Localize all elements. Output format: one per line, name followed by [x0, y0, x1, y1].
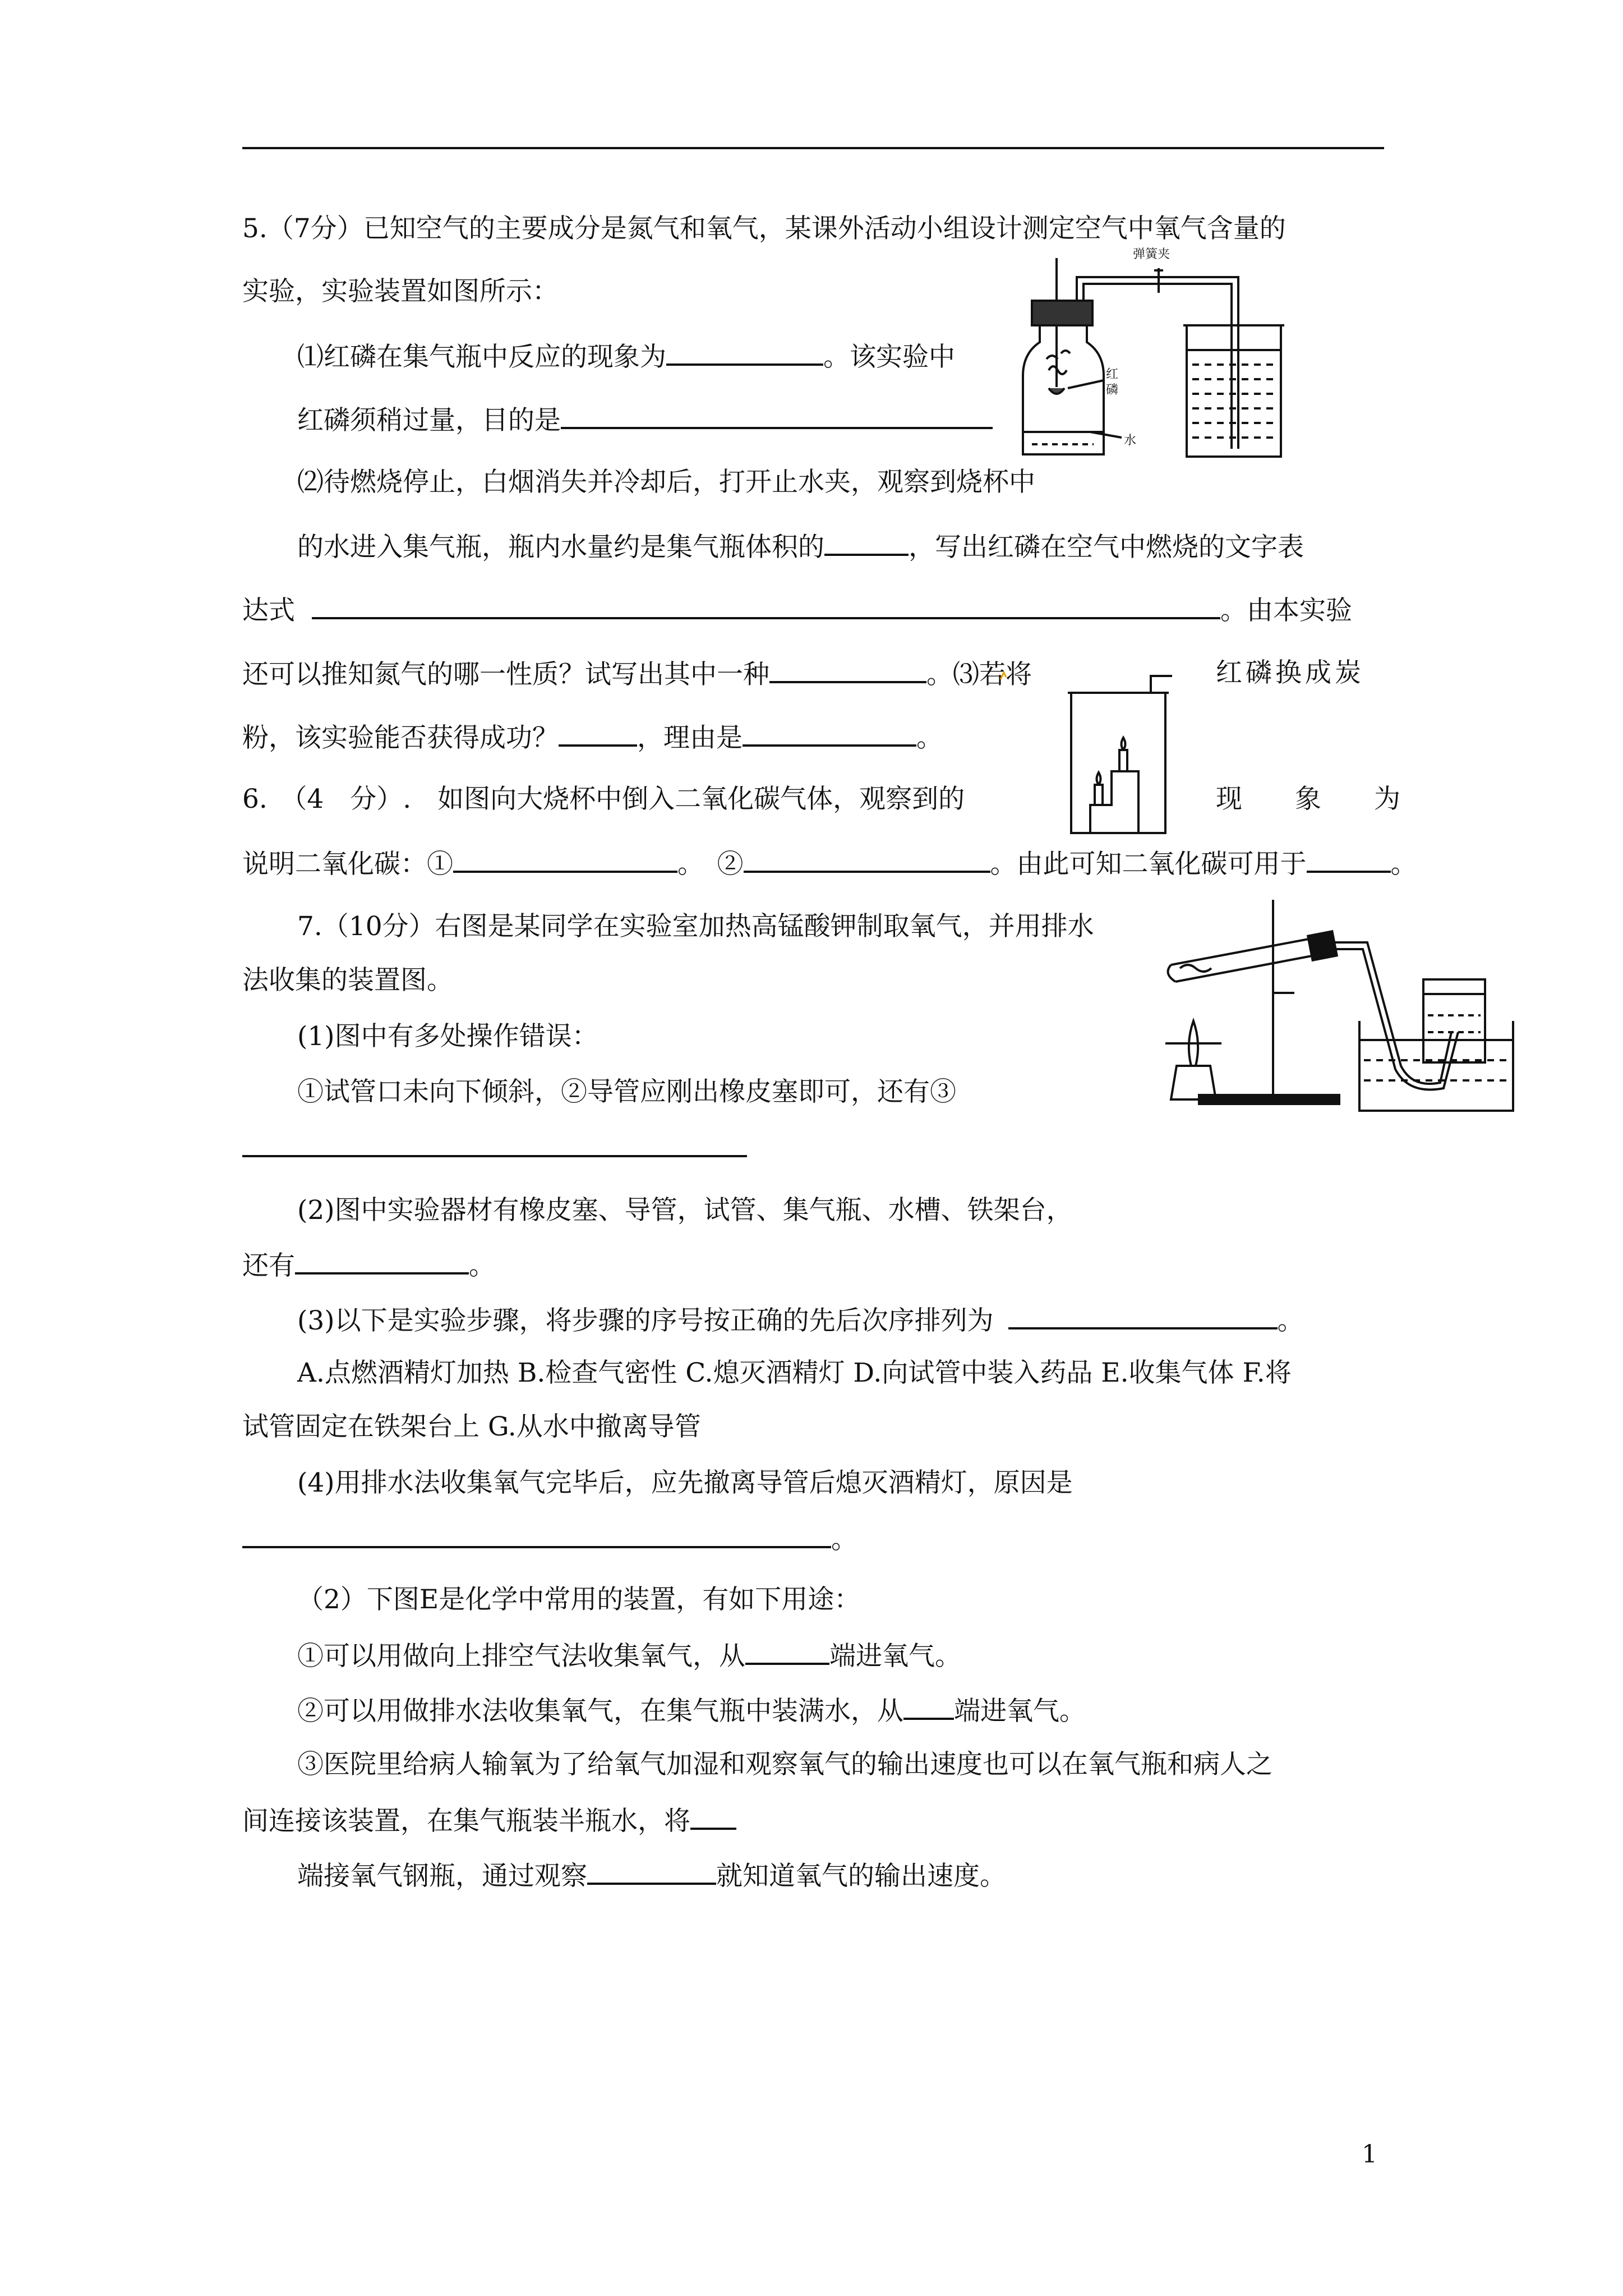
q5-line-8 [242, 656, 1032, 692]
q7-line-2: 法收集的装置图。 [242, 965, 453, 996]
answer-blank[interactable] [745, 1638, 829, 1665]
q6-line-1-tail: 现 象 为 [1216, 784, 1400, 815]
page-number: 1 [1362, 2140, 1377, 2169]
answer-blank[interactable] [242, 1130, 747, 1157]
answer-blank[interactable] [769, 656, 926, 683]
q7-line-12 [242, 1521, 857, 1557]
q7-text: 。 [1277, 1305, 1304, 1336]
answer-blank[interactable] [744, 846, 990, 873]
q7-line-4: ①试管口未向下倾斜，②导管应刚出橡皮塞即可，还有③ [297, 1076, 956, 1107]
q7-line-11: (4)用排水法收集氧气完毕后，应先撤离导管后熄灭酒精灯，原因是 [297, 1467, 1073, 1498]
q6-text: 说明二氧化碳：① [242, 849, 453, 880]
phosphorus-label-1: 红 [1106, 367, 1119, 381]
q5-line-4 [297, 402, 993, 438]
q5-text: 达式 [242, 595, 295, 626]
q6-line-1: 6. （4 分）. 如图向大烧杯中倒入二氧化碳气体，观察到的 [242, 784, 965, 815]
q5-line-9 [242, 720, 943, 755]
q7-text: (3)以下是实验步骤，将步骤的序号按正确的先后次序排列为 [297, 1305, 994, 1336]
q8-text: 间连接该装置，在集气瓶装半瓶水，将 [242, 1806, 690, 1837]
q7-line-9: A.点燃酒精灯加热 B.检查气密性 C.熄灭酒精灯 D.向试管中装入药品 E.收集气体 F.将 [297, 1358, 1292, 1388]
answer-blank[interactable] [743, 720, 916, 747]
q8-text: 端接氧气钢瓶，通过观察 [297, 1861, 587, 1892]
q7-line-10: 试管固定在铁架台上 G.从水中撤离导管 [242, 1411, 701, 1442]
q7-line-6: (2)图中实验器材有橡皮塞、导管，试管、集气瓶、水槽、铁架台， [297, 1195, 1073, 1226]
q7-text: 还有 [242, 1250, 295, 1281]
water-label: 水 [1124, 434, 1137, 448]
q7-line-5 [242, 1130, 747, 1166]
answer-blank[interactable] [824, 529, 909, 556]
q5-line-8-tail: 红磷换成炭 [1216, 657, 1364, 688]
answer-blank[interactable] [453, 846, 677, 873]
q6-text: 。 [1390, 849, 1417, 880]
q7-text: 。 [831, 1524, 857, 1555]
q7-text: 。 [469, 1250, 495, 1281]
answer-blank[interactable] [666, 339, 823, 366]
answer-blank[interactable] [312, 592, 1220, 619]
q5-text: ，写出红磷在空气中燃烧的文字表 [909, 532, 1304, 563]
answer-blank[interactable] [587, 1858, 716, 1885]
phosphorus-apparatus-figure [1021, 241, 1290, 471]
q5-text: 粉，该实验能否获得成功？ [242, 723, 559, 753]
q7-line-7 [242, 1248, 495, 1283]
answer-blank[interactable] [1307, 846, 1391, 873]
q8-text: ②可以用做排水法收集氧气，在集气瓶中装满水，从 [297, 1696, 903, 1727]
answer-blank[interactable] [903, 1693, 954, 1720]
candle-beaker-figure [1066, 670, 1178, 839]
q8-line-2 [297, 1638, 961, 1673]
q8-line-3 [297, 1693, 1086, 1728]
q5-text: 的水进入集气瓶，瓶内水量约是集气瓶体积的 [297, 532, 824, 563]
q6-text: 。由此可知二氧化碳可用于 [990, 849, 1307, 880]
q5-text: 还可以推知氮气的哪一性质？试写出其中一种 [242, 659, 769, 690]
answer-blank[interactable] [690, 1803, 736, 1830]
q5-line-6 [297, 529, 1304, 564]
answer-blank[interactable] [1008, 1303, 1278, 1329]
answer-blank[interactable] [559, 720, 637, 747]
q5-text: 。由本实验 [1220, 595, 1352, 626]
q7-line-1: 7.（10分）右图是某同学在实验室加热高锰酸钾制取氧气，并用排水 [297, 911, 1094, 942]
q8-line-6 [297, 1858, 1006, 1893]
answer-blank[interactable] [295, 1248, 469, 1274]
q8-text: ①可以用做向上排空气法收集氧气，从 [297, 1641, 745, 1672]
q5-text: 红磷须稍过量，目的是 [297, 405, 561, 436]
q6-text: 。 ② [677, 849, 744, 880]
answer-blank[interactable] [561, 402, 993, 429]
q5-text: 。 [916, 723, 943, 753]
answer-blank[interactable] [242, 1521, 831, 1548]
q8-line-4: ③医院里给病人输氧为了给氧气加湿和观察氧气的输出速度也可以在氧气瓶和病人之 [297, 1749, 1272, 1780]
q7-line-8 [297, 1303, 1304, 1338]
q5-line-7 [242, 592, 1352, 628]
clamp-label: 弹簧夹 [1133, 247, 1170, 261]
q8-line-5 [242, 1803, 736, 1838]
q8-line-1: （2）下图E是化学中常用的装置，有如下用途： [297, 1584, 861, 1615]
q5-text: 。该实验中 [823, 342, 955, 372]
q5-line-2: 实验，实验装置如图所示： [242, 276, 559, 307]
q5-line-5: ⑵待燃烧停止，白烟消失并冷却后，打开止水夹，观察到烧杯中 [297, 467, 1035, 498]
q8-text: 端进氧气。 [829, 1641, 961, 1672]
q5-text: 。⑶若将 [926, 659, 1032, 690]
q7-line-3: (1)图中有多处操作错误： [297, 1021, 598, 1052]
phosphorus-label-2: 磷 [1106, 383, 1119, 397]
q5-text: ，理由是 [637, 723, 743, 753]
q5-line-3 [297, 339, 955, 374]
q8-text: 端进氧气。 [954, 1696, 1086, 1727]
kmno4-apparatus-figure [1160, 898, 1519, 1116]
stray-mark-icon [998, 670, 1009, 682]
q5-line-1: 5.（7分）已知空气的主要成分是氮气和氧气，某课外活动小组设计测定空气中氧气含量的 [242, 213, 1286, 244]
q5-text: ⑴红磷在集气瓶中反应的现象为 [297, 342, 666, 372]
q6-line-2 [242, 846, 1417, 881]
q8-text: 就知道氧气的输出速度。 [716, 1861, 1006, 1892]
header-rule [242, 147, 1384, 149]
